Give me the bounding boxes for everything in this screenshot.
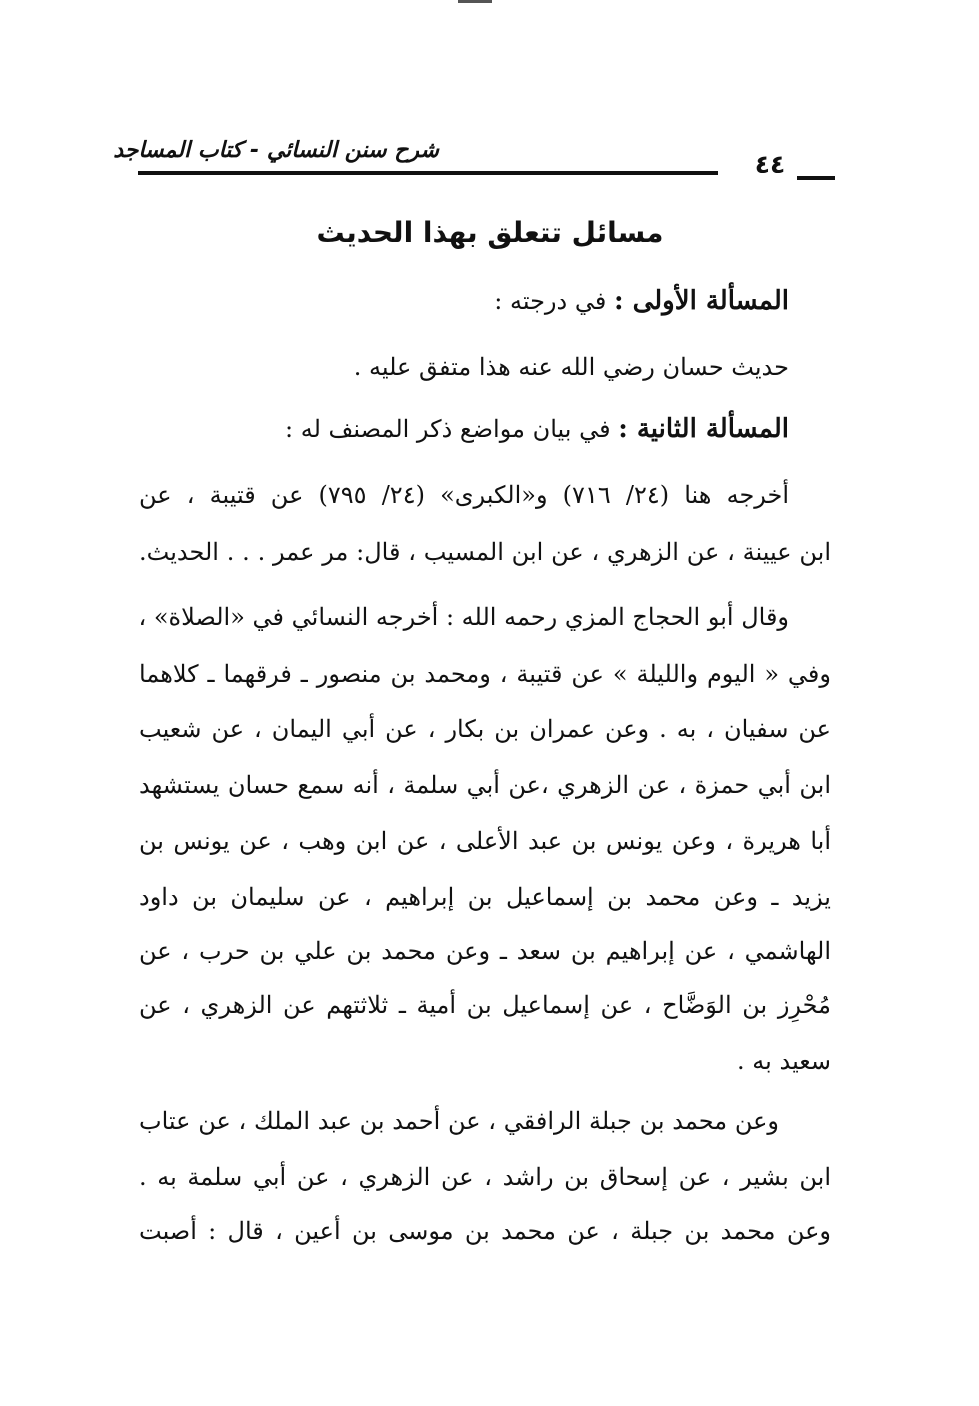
running-header-title: شرح سنن النسائي - كتاب المساجد bbox=[113, 138, 439, 163]
body-line: حديث حسان رضي الله عنه هذا متفق عليه . bbox=[353, 353, 789, 381]
body-line: الهاشمي ، عن إبراهيم بن سعد ـ وعن محمد بن علي بن حرب ، عن bbox=[139, 937, 831, 965]
question-1-label: المسألة الأولى : bbox=[613, 286, 789, 316]
body-line: يزيد ـ وعن محمد بن إسماعيل بن إبراهيم ، عن سليمان بن داود bbox=[139, 883, 831, 911]
body-line: سعيد به . bbox=[737, 1047, 831, 1075]
question-2-label: المسألة الثانية : bbox=[618, 414, 789, 444]
body-line: أخرجه هنا (٢٤/ ٧١٦) و«الكبرى» (٢٤/ ٧٩٥) عن قتيبة ، عن bbox=[139, 481, 790, 509]
top-edge-mark bbox=[458, 0, 492, 3]
body-line: ابن بشير ، عن إسحاق بن راشد ، عن الزهري ، عن أبي سلمة به . bbox=[139, 1163, 831, 1191]
section-heading: مسائل تتعلق بهذا الحديث bbox=[316, 216, 664, 249]
header-rule bbox=[138, 171, 718, 175]
question-2 bbox=[285, 412, 789, 446]
body-line: أبا هريرة ، وعن يونس بن عبد الأعلى ، عن ابن وهب ، عن يونس بن bbox=[139, 827, 831, 855]
question-1-text: في درجته : bbox=[494, 287, 614, 315]
body-line: ابن أبي حمزة ، عن الزهري ،عن أبي سلمة ، أنه سمع حسان يستشهد bbox=[139, 771, 831, 799]
body-line: وعن محمد بن جبلة الرافقي ، عن أحمد بن عبد الملك ، عن عتاب bbox=[139, 1107, 779, 1135]
body-line: وفي « اليوم والليلة » عن قتيبة ، ومحمد بن منصور ـ فرقهما ـ كلاهما bbox=[139, 660, 831, 688]
body-line: وعن محمد بن جبلة ، عن محمد بن موسى بن أعين ، قال : أصبت bbox=[139, 1217, 831, 1245]
body-line: وقال أبو الحجاج المزي رحمه الله : أخرجه النسائي في «الصلاة» ، bbox=[138, 603, 789, 631]
page-number: ٤٤ bbox=[754, 150, 786, 179]
question-1 bbox=[494, 284, 789, 318]
question-2-text: في بيان مواضع ذكر المصنف له : bbox=[285, 415, 619, 443]
body-line: عن سفيان ، به . وعن عمران بن بكار ، عن أبي اليمان ، عن شعيب bbox=[139, 715, 832, 743]
page-number-dash bbox=[797, 176, 835, 180]
body-line: ابن عيينة ، عن الزهري ، عن ابن المسيب ، قال: مر عمر . . . الحديث. bbox=[139, 538, 831, 566]
body-line: مُحْرِز بن الوَضَّاح ، عن إسماعيل بن أمية ـ ثلاثتهم عن الزهري ، عن bbox=[139, 991, 831, 1019]
